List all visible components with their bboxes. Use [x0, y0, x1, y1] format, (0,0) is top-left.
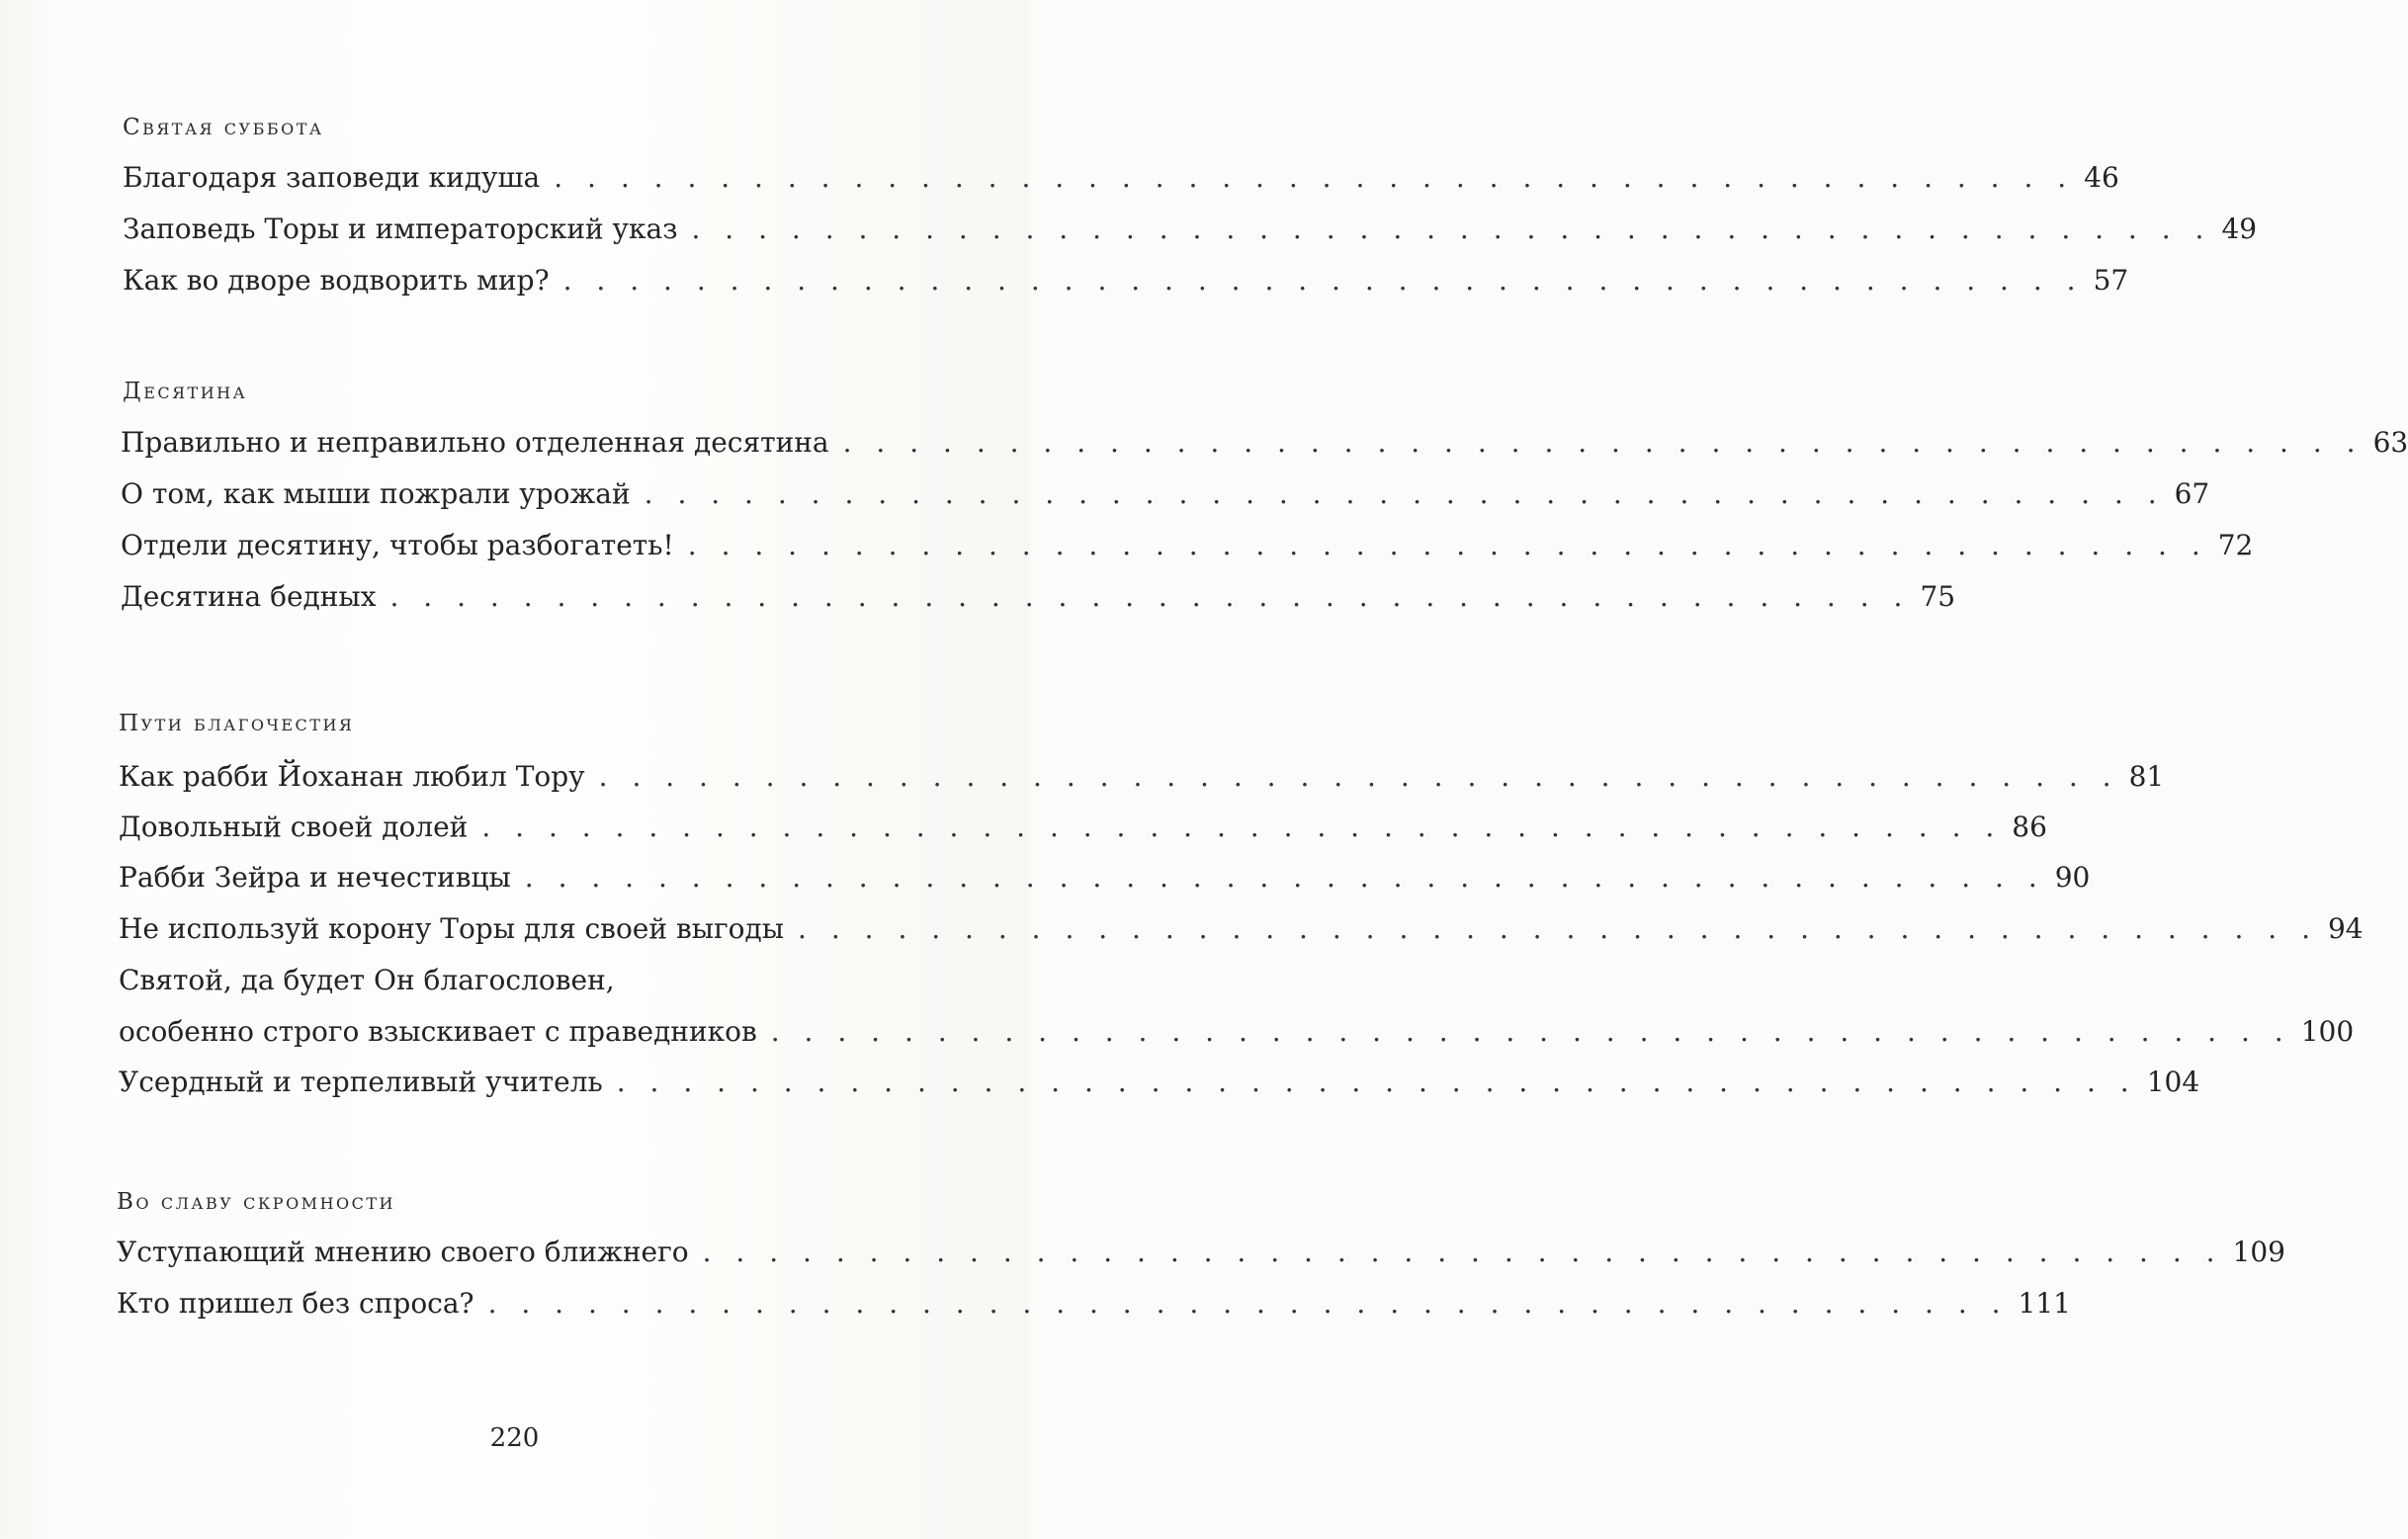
- toc-entry-page: 104: [2146, 1066, 2200, 1098]
- toc-entry-title: Довольный своей долей: [119, 811, 469, 843]
- toc-entry: [121, 529, 2254, 568]
- section-heading: Десятина: [123, 379, 248, 404]
- toc-entry: [121, 426, 2408, 466]
- section-heading: Во славу скромности: [117, 1189, 396, 1215]
- toc-entry: [119, 760, 2165, 800]
- toc-entry: [119, 1015, 2355, 1055]
- toc-entry: [121, 477, 2210, 517]
- toc-entry-title: Не используй корону Торы для своей выгоды: [119, 912, 785, 945]
- dot-leader: . . . . . . . . . . . . . . . . . . . . . . . . . . . . . . . . . . . . . . . . . . . . . .: [389, 580, 1911, 613]
- page-number: 220: [489, 1423, 540, 1453]
- toc-entry-page: 46: [2084, 161, 2119, 194]
- dot-leader: . . . . . . . . . . . . . . . . . . . . . . . . . . . . . . . . . . . . . . . . . . . . . .: [770, 1015, 2291, 1048]
- toc-entry-page: 90: [2054, 861, 2091, 894]
- toc-entry-title: Десятина бедных: [121, 580, 377, 613]
- toc-entry-page: 111: [2018, 1287, 2071, 1320]
- toc-entry: [123, 161, 2119, 201]
- section-heading: Святая суббота: [123, 115, 324, 140]
- toc-entry: [123, 213, 2258, 252]
- toc-entry-page: 72: [2217, 529, 2254, 561]
- toc-entry-title: Заповедь Торы и императорский указ: [123, 213, 678, 245]
- toc-entry-page: 49: [2221, 213, 2258, 245]
- toc-entry-title: Уступающий мнению своего ближнего: [117, 1236, 689, 1268]
- toc-entry-title-line1: Святой, да будет Он благословен,: [119, 964, 615, 996]
- toc-entry: [117, 1236, 2285, 1275]
- toc-entry-page: 57: [2093, 264, 2129, 297]
- dot-leader: . . . . . . . . . . . . . . . . . . . . . . . . . . . . . . . . . . . . . . . . . . . . . .: [616, 1066, 2137, 1098]
- dot-leader: . . . . . . . . . . . . . . . . . . . . . . . . . . . . . . . . . . . . . . . . . . . . . .: [644, 477, 2165, 510]
- dot-leader: . . . . . . . . . . . . . . . . . . . . . . . . . . . . . . . . . . . . . . . . . . . . . .: [691, 213, 2212, 245]
- toc-entry: [117, 1287, 2071, 1326]
- toc-entry: [119, 861, 2091, 900]
- toc-entry-page: 100: [2300, 1015, 2355, 1048]
- toc-entry: [119, 1066, 2200, 1105]
- toc-entry-page: 109: [2232, 1236, 2285, 1268]
- dot-leader: . . . . . . . . . . . . . . . . . . . . . . . . . . . . . . . . . . . . . . . . . . . . . .: [554, 161, 2075, 194]
- section-heading: Пути благочестия: [119, 711, 355, 736]
- dot-leader: . . . . . . . . . . . . . . . . . . . . . . . . . . . . . . . . . . . . . . . . . . . . . .: [687, 529, 2208, 561]
- toc-entry-page: 81: [2128, 760, 2165, 793]
- dot-leader: . . . . . . . . . . . . . . . . . . . . . . . . . . . . . . . . . . . . . . . . . . . . . .: [487, 1287, 2009, 1320]
- toc-entry-title: особенно строго взыскивает с праведников: [119, 1015, 757, 1048]
- toc-entry-title: Рабби Зейра и нечестивцы: [119, 861, 511, 894]
- dot-leader: . . . . . . . . . . . . . . . . . . . . . . . . . . . . . . . . . . . . . . . . . . . . . .: [598, 760, 2119, 793]
- toc-entry: [121, 580, 1956, 620]
- dot-leader: . . . . . . . . . . . . . . . . . . . . . . . . . . . . . . . . . . . . . . . . . . . . . .: [798, 912, 2318, 945]
- dot-leader: . . . . . . . . . . . . . . . . . . . . . . . . . . . . . . . . . . . . . . . . . . . . . .: [481, 811, 2003, 843]
- toc-entry-page: 63: [2372, 426, 2408, 459]
- toc-entry: [123, 264, 2129, 303]
- toc-entry-page: 94: [2327, 912, 2364, 945]
- dot-leader: . . . . . . . . . . . . . . . . . . . . . . . . . . . . . . . . . . . . . . . . . . . . . .: [702, 1236, 2223, 1268]
- toc-entry-title: Как рабби Йоханан любил Тору: [119, 760, 585, 793]
- toc-entry-title: О том, как мыши пожрали урожай: [121, 477, 631, 510]
- toc-entry: [119, 912, 2364, 952]
- toc-entry-page: 67: [2174, 477, 2210, 510]
- dot-leader: . . . . . . . . . . . . . . . . . . . . . . . . . . . . . . . . . . . . . . . . . . . . . .: [842, 426, 2364, 459]
- toc-entry-title: Благодаря заповеди кидуша: [123, 161, 541, 194]
- toc-entry-title: Правильно и неправильно отделенная десятина: [121, 426, 829, 459]
- toc-entry: [119, 811, 2047, 850]
- toc-entry-title: Как во дворе водворить мир?: [123, 264, 550, 297]
- toc-entry-page: 86: [2012, 811, 2047, 843]
- dot-leader: . . . . . . . . . . . . . . . . . . . . . . . . . . . . . . . . . . . . . . . . . . . . . .: [562, 264, 2084, 297]
- dot-leader: . . . . . . . . . . . . . . . . . . . . . . . . . . . . . . . . . . . . . . . . . . . . . .: [524, 861, 2045, 894]
- toc-entry-page: 75: [1920, 580, 1956, 613]
- toc-entry-title: Усердный и терпеливый учитель: [119, 1066, 603, 1098]
- toc-entry-title: Кто пришел без спроса?: [117, 1287, 474, 1320]
- toc-entry-title: Отдели десятину, чтобы разбогатеть!: [121, 529, 674, 561]
